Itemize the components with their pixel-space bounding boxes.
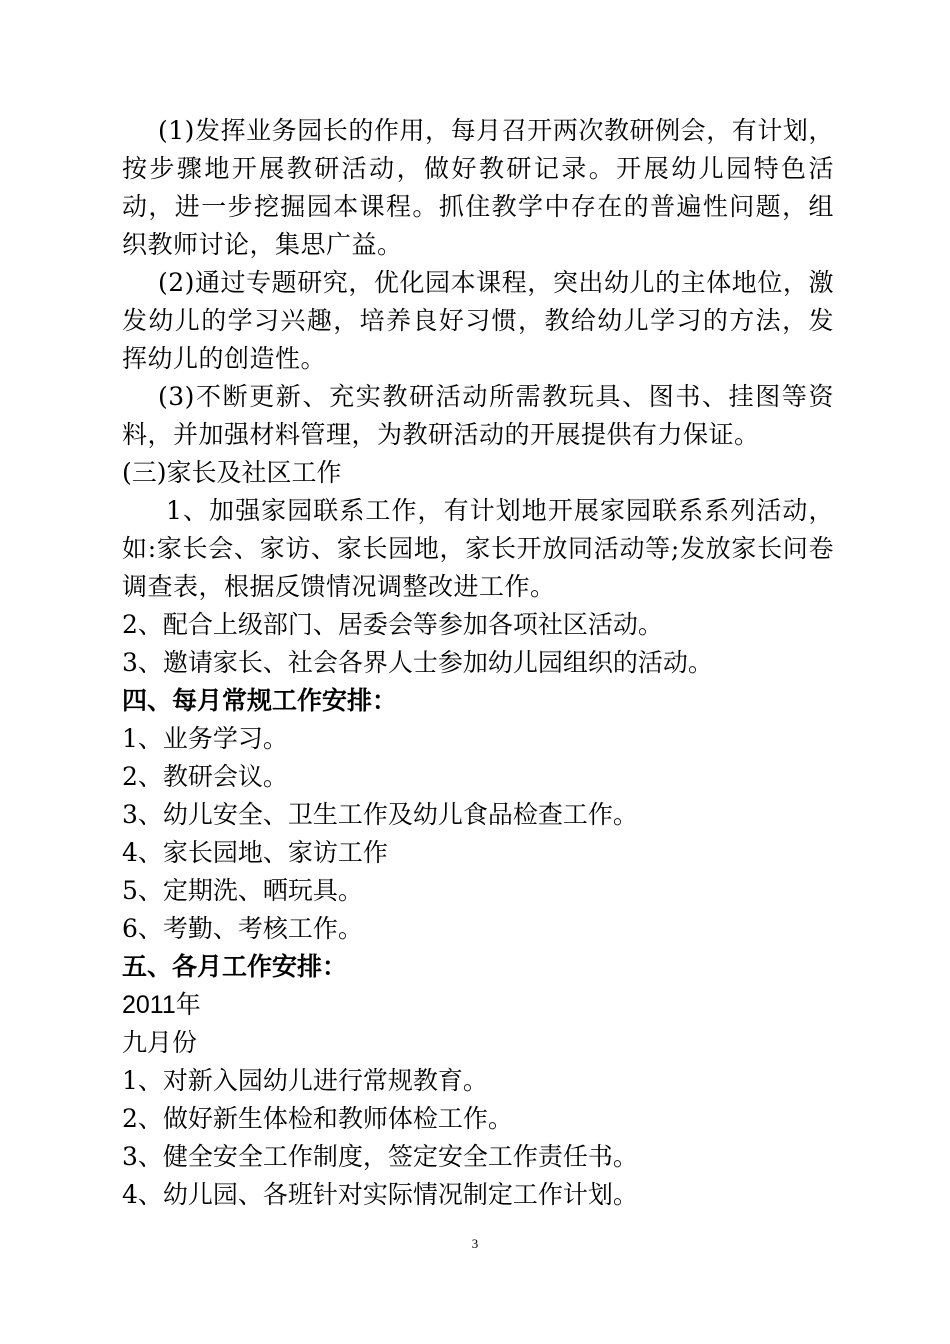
section-heading-monthly-routine: 四、每月常规工作安排： (122, 686, 398, 715)
list-item: 2、配合上级部门、居委会等参加各项社区活动。 (122, 610, 663, 639)
list-item: 5、定期洗、晒玩具。 (122, 876, 363, 905)
page-number: 3 (471, 1236, 479, 1251)
paragraph-curriculum-research: (2)通过专题研究，优化园本课程，突出幼儿的主体地位，激发幼儿的学习兴趣，培养良好习惯，教给幼儿学习的方法，发挥幼儿的创造性。 (122, 268, 834, 373)
paragraph-research-meetings: (1)发挥业务园长的作用，每月召开两次教研例会，有计划，按步骤地开展教研活动，做好教研记录。开展幼儿园特色活动，进一步挖掘园本课程。抓住教学中存在的普遍性问题，组织教师讨论，集思广益。 (122, 116, 834, 259)
list-item: 2、做好新生体检和教师体检工作。 (122, 1104, 513, 1133)
month-label: 九月份 (122, 1028, 198, 1057)
list-item: 4、家长园地、家访工作 (122, 838, 388, 867)
list-item: 6、考勤、考核工作。 (122, 914, 363, 943)
page-body (122, 112, 834, 1214)
list-item: 1、对新入园幼儿进行常规教育。 (122, 1066, 488, 1095)
list-item: 2、教研会议。 (122, 762, 288, 791)
list-item: 3、幼儿安全、卫生工作及幼儿食品检查工作。 (122, 800, 638, 829)
section-heading-monthly-plan: 五、各月工作安排： (122, 952, 348, 981)
list-item: 3、健全安全工作制度，签定安全工作责任书。 (122, 1142, 638, 1171)
paragraph-home-contact: 1、加强家园联系工作，有计划地开展家园联系系列活动，如:家长会、家访、家长园地，家长开放同活动等;发放家长问卷调查表，根据反馈情况调整改进工作。 (122, 496, 834, 601)
list-item: 3、邀请家长、社会各界人士参加幼儿园组织的活动。 (122, 648, 713, 677)
list-item: 4、幼儿园、各班针对实际情况制定工作计划。 (122, 1180, 638, 1209)
list-item: 1、业务学习。 (122, 724, 288, 753)
subsection-heading-parents: (三)家长及社区工作 (122, 458, 342, 487)
year-label: 2011年 (122, 991, 201, 1019)
paragraph-materials: (3)不断更新、充实教研活动所需教玩具、图书、挂图等资料，并加强材料管理，为教研活动的开展提供有力保证。 (122, 382, 834, 449)
